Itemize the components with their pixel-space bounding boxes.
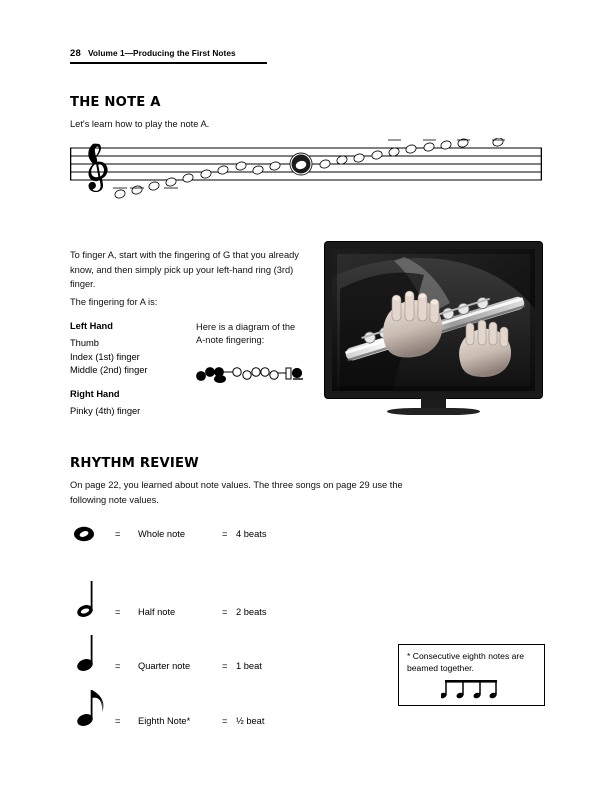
note-name: Eighth Note*	[138, 715, 191, 726]
note-name: Quarter note	[138, 661, 191, 671]
left-hand-finger-list	[70, 337, 148, 378]
music-staff	[70, 138, 542, 200]
page-number: 28	[70, 48, 81, 59]
diagram-caption: Here is a diagram of the A-note fingering:	[196, 322, 296, 345]
equals-sign-2: =	[222, 661, 228, 671]
note-beats: 2 beats	[236, 606, 267, 617]
table-row	[70, 518, 390, 573]
note-beats: 4 beats	[236, 529, 267, 539]
note-beats: ½ beat	[236, 715, 265, 726]
running-title: Volume 1—Producing the First Notes	[87, 48, 236, 58]
equals-sign: =	[115, 661, 121, 671]
quarter-note-icon	[70, 627, 110, 681]
whole-note-icon	[70, 518, 110, 572]
right-hand-heading: Right Hand	[70, 389, 120, 399]
running-head	[70, 48, 270, 59]
table-row	[70, 573, 390, 628]
running-head-rule	[70, 62, 267, 64]
fingering-paragraph-2: The fingering for A is:	[70, 297, 158, 307]
rhythm-review-paragraph: On page 22, you learned about note values. The three songs on page 29 use the following note values.	[70, 480, 403, 505]
left-hand-heading: Left Hand	[70, 321, 113, 331]
rhythm-review-heading: RHYTHM REVIEW	[70, 456, 199, 471]
equals-sign: =	[115, 715, 121, 726]
note-a-intro: Let's learn how to play the note A.	[70, 119, 210, 129]
note-values-table	[70, 518, 390, 736]
list-item: Thumb	[70, 338, 99, 348]
equals-sign-2: =	[222, 529, 228, 539]
list-item: Index (1st) finger	[70, 351, 140, 362]
fingering-diagram	[193, 360, 311, 386]
flute-player-hands-photo	[332, 249, 535, 391]
equals-sign-2: =	[222, 606, 228, 617]
page-title: THE NOTE A	[70, 95, 161, 110]
fingering-paragraph-1: To finger A, start with the fingering of G that you already know, and then simply pick up your left-hand ring (3rd) finger.	[70, 250, 299, 289]
note-name: Whole note	[138, 529, 186, 539]
tv-body	[325, 242, 542, 398]
list-item: Pinky (4th) finger	[70, 406, 141, 416]
eighth-note-icon	[70, 682, 110, 736]
tv-photo-figure	[325, 242, 542, 422]
equals-sign-2: =	[222, 715, 228, 726]
note-name: Half note	[138, 606, 176, 617]
equals-sign: =	[115, 606, 121, 617]
table-row	[70, 627, 390, 682]
staff-svg	[70, 138, 542, 200]
treble-clef-icon	[88, 144, 107, 192]
footnote-text: * Consecutive eighth notes are beamed together.	[407, 651, 525, 673]
half-note-icon	[70, 573, 110, 627]
tv-screen	[332, 249, 535, 391]
fingering-diagram-svg	[193, 360, 311, 386]
highlighted-note-a	[290, 153, 313, 176]
footnote-box	[398, 644, 545, 706]
right-hand-finger-list	[70, 405, 140, 419]
list-item: Middle (2nd) finger	[70, 365, 148, 376]
equals-sign: =	[115, 529, 121, 539]
tv-stand-base	[387, 408, 480, 415]
four-beamed-eighth-notes-icon	[441, 679, 503, 701]
note-beats: 1 beat	[236, 661, 262, 671]
table-row	[70, 682, 390, 737]
